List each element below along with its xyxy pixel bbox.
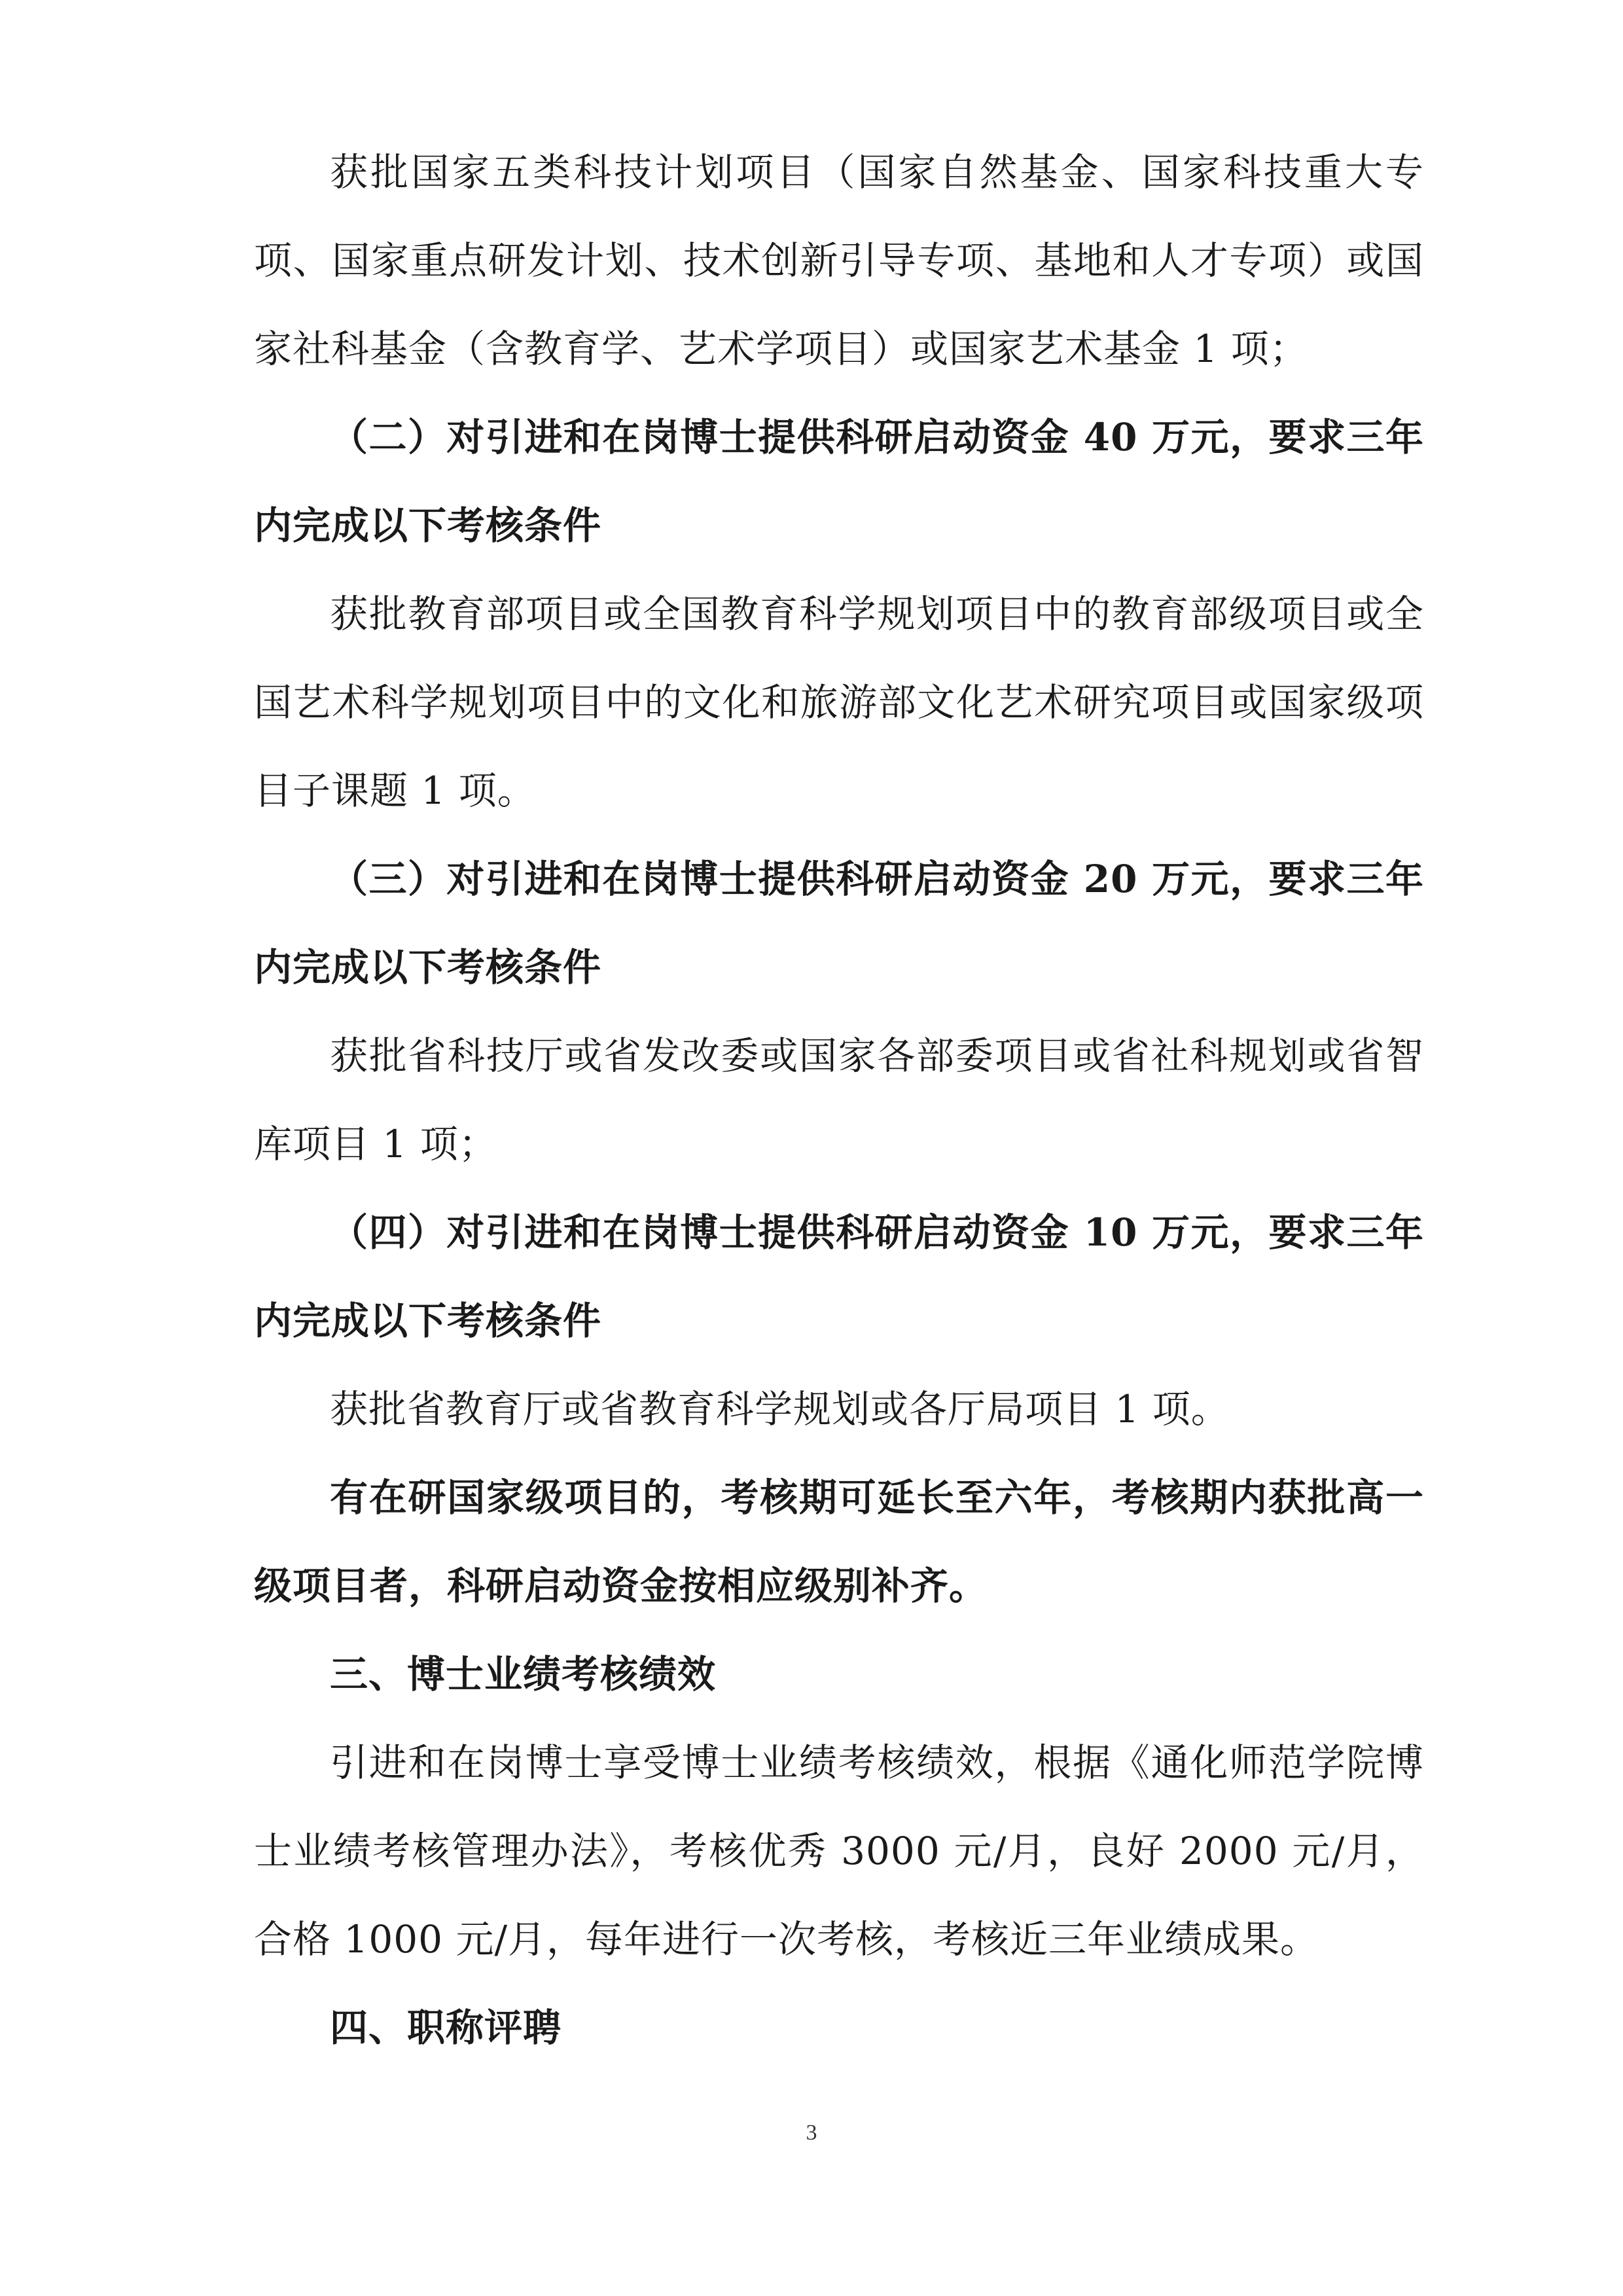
paragraph-provincial-projects: 获批省科技厅或省发改委或国家各部委项目或省社科规划或省智库项目 1 项； — [254, 1033, 1424, 1166]
paragraph-ministry-projects: 获批教育部项目或全国教育科学规划项目中的教育部级项目或全国艺术科学规划项目中的文化和旅游部文化艺术研究项目或国家级项目子课题 1 项。 — [254, 592, 1424, 813]
clause-two-heading: （二）对引进和在岗博士提供科研启动资金 40 万元，要求三年内完成以下考核条件 — [254, 415, 1424, 548]
section-three-heading: 三、博士业绩考核绩效 — [330, 1652, 717, 1696]
paragraph-education-projects: 获批省教育厅或省教育科学规划或各厅局项目 1 项。 — [330, 1387, 1230, 1431]
section-four-heading: 四、职称评聘 — [330, 2005, 562, 2050]
clause-three-heading: （三）对引进和在岗博士提供科研启动资金 20 万元，要求三年内完成以下考核条件 — [254, 857, 1424, 990]
clause-four-heading: （四）对引进和在岗博士提供科研启动资金 10 万元，要求三年内完成以下考核条件 — [254, 1210, 1424, 1343]
paragraph-performance-pay: 引进和在岗博士享受博士业绩考核绩效，根据《通化师范学院博士业绩考核管理办法》，考核优秀 3000 元/月，良好 2000 元/月，合格 1000 元/月，每年进行一次考核，考核近三年业绩成果。 — [254, 1740, 1424, 1962]
paragraph-national-projects: 获批国家五类科技计划项目（国家自然基金、国家科技重大专项、国家重点研发计划、技术创新引导专项、基地和人才专项）或国家社科基金（含教育学、艺术学项目）或国家艺术基金 1 项； — [254, 150, 1424, 371]
paragraph-extension-rule: 有在研国家级项目的，考核期可延长至六年，考核期内获批高一级项目者，科研启动资金按相应级别补齐。 — [254, 1475, 1424, 1608]
page-number: 3 — [806, 2121, 817, 2145]
document-body — [254, 128, 1424, 2072]
